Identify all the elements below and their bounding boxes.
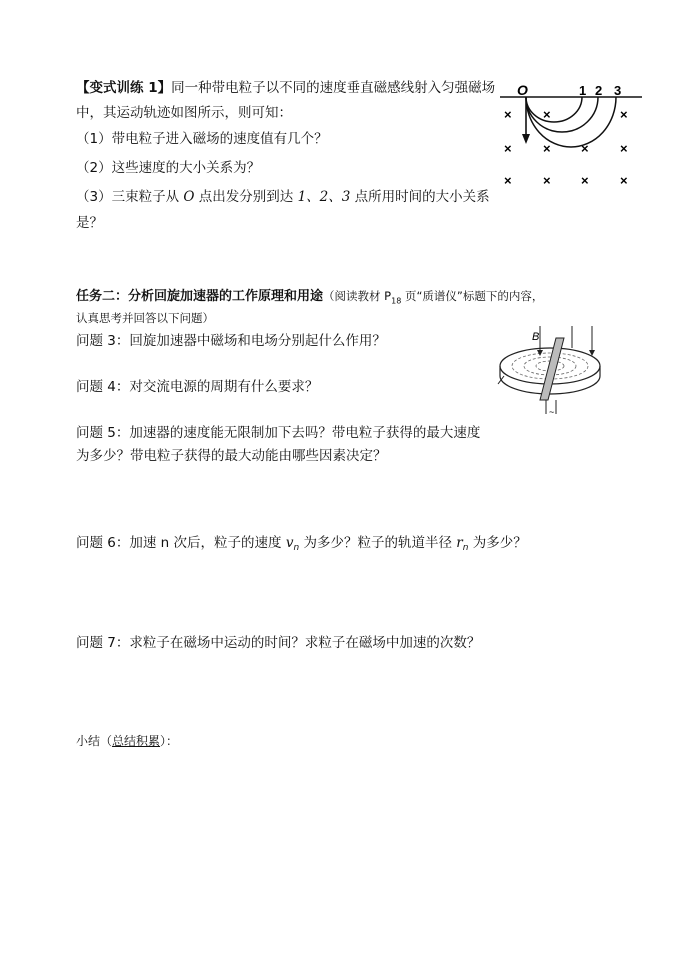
- point-o-label: O: [183, 189, 195, 205]
- question-7: 问题 7：求粒子在磁场中运动的时间？求粒子在磁场中加速的次数？: [76, 635, 481, 651]
- field-mark: ×: [504, 107, 512, 122]
- field-mark: ×: [543, 173, 551, 188]
- exit-label-3: 3: [614, 83, 622, 98]
- exercise-question-1: （1）带电粒子进入磁场的速度值有几个？: [76, 131, 328, 147]
- summary-text: 总结积累: [112, 734, 161, 748]
- question-5-line-1: 问题 5：加速器的速度能无限制加下去吗？带电粒子获得的最大速度: [76, 425, 481, 441]
- summary: 小结（总结积累）：: [76, 734, 179, 748]
- points-label: 1、2、3: [297, 189, 351, 205]
- field-mark: ×: [504, 141, 512, 156]
- exercise-question-3-cont: 是？: [76, 215, 103, 231]
- cyclotron-figure: [494, 318, 614, 418]
- exercise-line-1: [76, 78, 495, 98]
- ac-symbol: ~: [549, 407, 555, 417]
- trajectory-figure: [496, 78, 646, 193]
- radius-symbol: r: [456, 535, 463, 551]
- field-mark: ×: [543, 141, 551, 156]
- exercise-question-3: （3）三束粒子从 O 点出发分别到达 1、2、3 点所用时间的大小关系: [76, 189, 490, 205]
- summary-label: 小结: [76, 734, 101, 748]
- field-mark: ×: [581, 173, 589, 188]
- field-mark: ×: [504, 173, 512, 188]
- question-4: 问题 4：对交流电源的周期有什么要求？: [76, 379, 319, 395]
- task2-title: 任务二：分析回旋加速器的工作原理和用途: [76, 289, 324, 304]
- field-mark: ×: [620, 107, 628, 122]
- task2-note-line-2: 认真思考并回答以下问题）: [76, 311, 214, 325]
- task2-note: （阅读教材 $P_{18}$ 页“质谱仪”标题下的内容，: [323, 289, 544, 306]
- trajectory-2: [526, 97, 598, 132]
- exercise-question-2: （2）这些速度的大小关系为？: [76, 160, 261, 176]
- question-6: 问题 6：加速 n 次后，粒子的速度 $v_n$ 为多少？粒子的轨道半径 $r_n$ 为多少？: [76, 535, 527, 553]
- trajectory-1: [526, 97, 582, 122]
- field-mark: ×: [620, 141, 628, 156]
- exit-label-2: 2: [595, 83, 603, 98]
- field-mark: ×: [620, 173, 628, 188]
- field-arrow-1: [537, 350, 543, 356]
- trajectory-3: [526, 97, 616, 147]
- velocity-symbol: v: [285, 535, 294, 551]
- exercise-title: 【变式训练 1】: [76, 80, 172, 96]
- velocity-arrowhead: [522, 134, 530, 144]
- exercise-line-2: 中，其运动轨迹如图所示，则可知：: [76, 105, 292, 121]
- exercise-text-1: 同一种带电粒子以不同的速度垂直磁感线射入匀强磁场: [171, 80, 496, 96]
- origin-label: O: [517, 82, 528, 98]
- question-3: 问题 3：回旋加速器中磁场和电场分别起什么作用？: [76, 333, 386, 349]
- field-mark: ×: [543, 107, 551, 122]
- exit-label-1: 1: [579, 83, 587, 98]
- question-5-line-2: 为多少？带电粒子获得的最大动能由哪些因素决定？: [76, 448, 387, 464]
- task2-heading: [76, 287, 543, 310]
- field-label-b: B: [532, 331, 540, 343]
- field-mark: ×: [581, 141, 589, 156]
